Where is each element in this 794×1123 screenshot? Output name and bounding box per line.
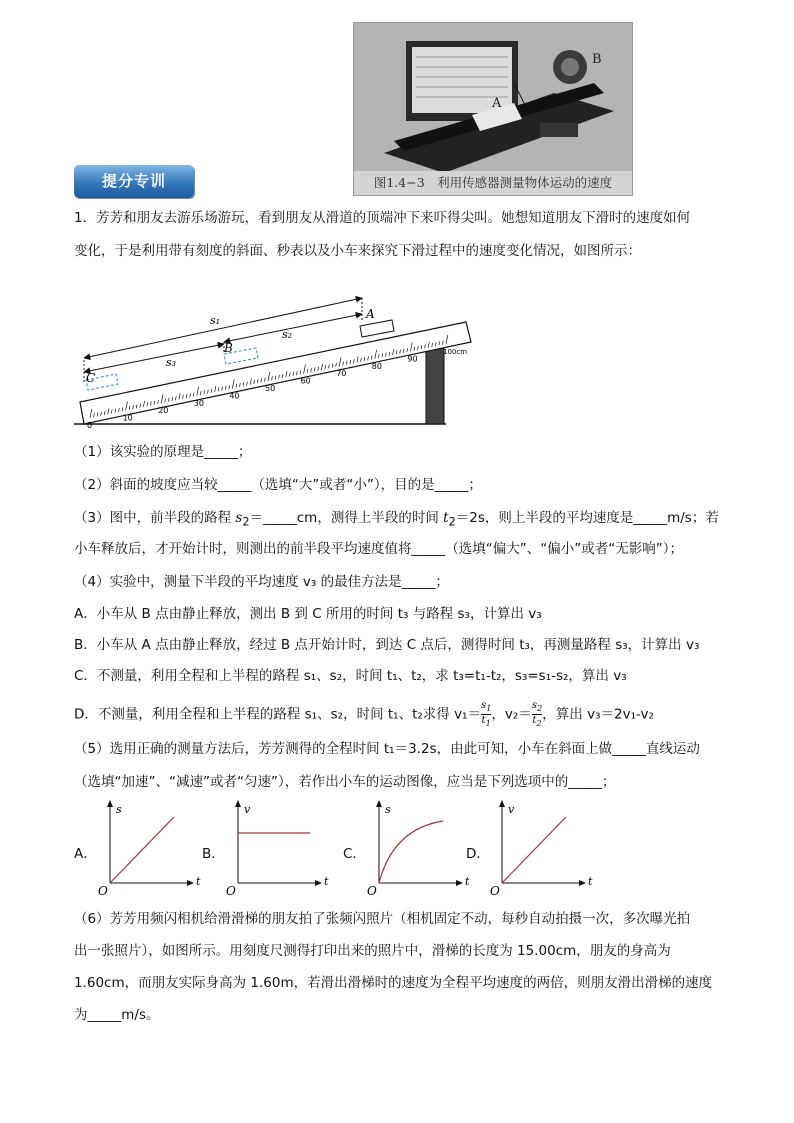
fraction-s1-t1: $\frac{s_1}{t_1}$ — [480, 700, 492, 728]
graph-origin-label: O — [98, 884, 108, 897]
ramp-tick-label: 80 — [371, 361, 382, 371]
ramp-tick-label: 0 — [87, 421, 93, 430]
graph-x-label: t — [196, 875, 201, 888]
question-part-3-cont: 小车释放后，才开始计时，则测出的前半段平均速度值将_____（选填“偏大”、“偏小”或者“无影响”）； — [74, 541, 683, 557]
graph-1 — [96, 797, 206, 897]
graph-y-arrow — [107, 800, 113, 807]
graph-x-label: t — [465, 875, 470, 888]
graph-y-label: v — [508, 803, 515, 816]
question-part-3: （3）图中，前半段的路程 $s_2=\_\_\_\_\_cm$，测得上半段的时间 $t_2=2s$，则上半段的平均速度是_____m/s；若 — [74, 510, 719, 529]
question-part-2: （2）斜面的坡度应当较_____（选填“大”或者“小”），目的是_____； — [74, 477, 482, 493]
ramp-label-c: C — [86, 371, 96, 385]
graph-curve — [502, 817, 566, 883]
ramp-tick-label: 60 — [300, 376, 311, 386]
graph-y-arrow — [235, 800, 241, 807]
ramp-label-a: A — [366, 307, 375, 321]
option-d: D．不测量，利用全程和上半程的路程 s₁、s₂，时间 t₁、t₂求得 v₁＝ $\frac{s_1}{t_1}$ ，v₂＝ $\frac{s_2}{t_2}$ ，算出 v₃＝2v₁-v₂ — [74, 700, 654, 728]
graph-y-arrow — [499, 800, 505, 807]
ramp-label-s1: s₁ — [210, 314, 221, 327]
graph-y-label: v — [244, 803, 251, 816]
graph-2 — [224, 797, 334, 897]
question-intro-2: 变化，于是利用带有刻度的斜面、秒表以及小车来探究下滑过程中的速度变化情况，如图所示： — [74, 243, 641, 259]
ramp-tick-label: 100cm — [443, 348, 468, 356]
graph-curve — [110, 817, 174, 883]
graph-x-label: t — [588, 875, 593, 888]
question-part-1: （1）该实验的原理是_____； — [74, 444, 252, 460]
ramp-tick-label: 70 — [336, 369, 347, 379]
question-part-5-cont: （选填“加速”、“减速”或者“匀速”），若作出小车的运动图像，应当是下列选项中的_____； — [74, 774, 616, 790]
sensor-photo-drawing — [354, 23, 632, 173]
graph-option-label: A． — [74, 846, 97, 862]
question-part-6: （6）芳芳用频闪相机给滑滑梯的朋友拍了张频闪照片（相机固定不动，每秒自动拍摄一次，多次曝光拍 — [74, 911, 691, 927]
ramp-label-s2: s₂ — [282, 328, 293, 341]
graph-origin-label: O — [226, 884, 236, 897]
graph-x-arrow — [456, 880, 463, 886]
option-c: C．不测量，利用全程和上半程的路程 s₁、s₂，时间 t₁、t₂，求 t₃=t₁-t₂，s₃=s₁-s₂，算出 v₃ — [74, 668, 627, 684]
graph-option-label: B． — [202, 846, 225, 862]
graph-3 — [365, 797, 475, 897]
graph-4 — [488, 797, 598, 897]
photo-caption: 图1.4−3 利用传感器测量物体运动的速度 — [354, 171, 632, 195]
ramp-tick-label: 50 — [265, 384, 276, 393]
graph-origin-label: O — [367, 884, 377, 897]
fraction-s2-t2: $\frac{s_2}{t_2}$ — [531, 700, 543, 728]
ramp-tick-label: 20 — [158, 406, 169, 416]
question-intro-1: 1．芳芳和朋友去游乐场游玩，看到朋友从滑道的顶端冲下来吓得尖叫。她想知道朋友下滑时的速度如何 — [74, 210, 691, 226]
question-part-4: （4）实验中，测量下半段的平均速度 v₃ 的最佳方法是_____； — [74, 574, 449, 590]
question-part-6-cont-1: 出一张照片），如图所示。用刻度尺测得打印出来的照片中，滑梯的长度为 15.00cm，朋友的身高为 — [74, 943, 671, 959]
question-part-6-cont-3: 为_____m/s。 — [74, 1007, 160, 1023]
graph-option-label: D． — [466, 846, 490, 862]
ramp-tick-label: 90 — [407, 354, 418, 364]
ramp-label-b: B — [224, 341, 233, 355]
question-part-6-cont-2: 1.60cm，而朋友实际身高为 1.60m，若滑出滑梯时的速度为全程平均速度的两倍，则朋友滑出滑梯的速度 — [74, 975, 713, 991]
option-b: B．小车从 A 点由静止释放，经过 B 点开始计时，到达 C 点后，测得时间 t₃，再测量路程 s₃，计算出 v₃ — [74, 637, 700, 653]
graph-curve — [379, 821, 443, 883]
graph-x-label: t — [324, 875, 329, 888]
section-banner: 提分专训 — [74, 165, 194, 198]
sensor-photo — [353, 22, 633, 196]
graph-x-arrow — [315, 880, 322, 886]
graph-y-label: s — [116, 803, 122, 816]
ramp-tick-label: 30 — [193, 398, 204, 408]
ramp-tick-label: 10 — [122, 413, 133, 423]
ramp-label-s3: s₃ — [166, 356, 177, 369]
graph-origin-label: O — [490, 884, 500, 897]
photo-label-b: B — [592, 52, 602, 67]
graph-y-label: s — [385, 803, 391, 816]
ramp-diagram — [74, 290, 484, 430]
graph-x-arrow — [579, 880, 586, 886]
graph-x-arrow — [187, 880, 194, 886]
photo-label-a: A — [492, 96, 502, 111]
question-part-5: （5）选用正确的测量方法后，芳芳测得的全程时间 t₁＝3.2s，由此可知，小车在斜面上做_____直线运动 — [74, 741, 700, 757]
graph-y-arrow — [376, 800, 382, 807]
graph-option-label: C． — [343, 846, 366, 862]
ramp-tick-label: 40 — [229, 391, 240, 401]
option-a: A．小车从 B 点由静止释放，测出 B 到 C 所用的时间 t₃ 与路程 s₃，计算出 v₃ — [74, 606, 542, 622]
